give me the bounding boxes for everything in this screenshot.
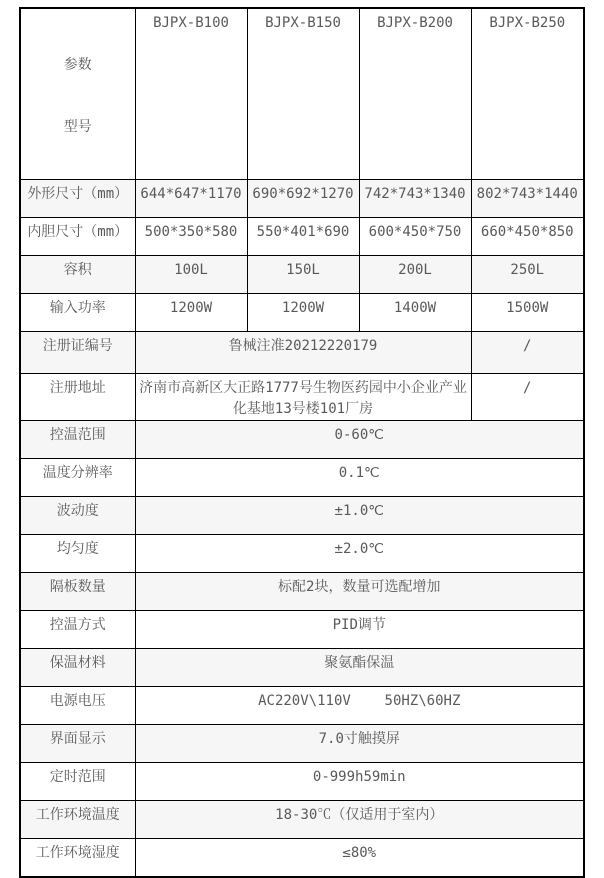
shared-spec-value: ≤80% [135,839,584,877]
slash-value: / [471,374,584,421]
spec-value: 802*743*1440 [471,180,584,218]
shared-spec-row [20,763,584,801]
shared-spec-row [20,801,584,839]
shared-spec-row [20,535,584,573]
model-header: BJPX-B150 [247,8,359,180]
spec-value: 550*401*690 [247,218,359,256]
spec-value: 100L [135,256,247,294]
shared-spec-row [20,649,584,687]
spec-value: 1500W [471,294,584,332]
spec-row [20,180,584,218]
header-row [20,8,584,180]
row-label: 保温材料 [20,649,135,687]
shared-spec-row [20,725,584,763]
spec-row [20,218,584,256]
row-label: 控温方式 [20,611,135,649]
shared-spec-row [20,611,584,649]
row-label: 注册证编号 [20,332,135,374]
spec-value: 1200W [135,294,247,332]
row-label: 内胆尺寸（mm） [20,218,135,256]
registration-row [20,332,584,374]
row-label: 工作环境湿度 [20,839,135,877]
shared-spec-value: 0-60℃ [135,421,584,459]
shared-spec-value: 标配2块，数量可选配增加 [135,573,584,611]
row-label: 界面显示 [20,725,135,763]
spec-value: 150L [247,256,359,294]
row-label: 电源电压 [20,687,135,725]
row-label: 容积 [20,256,135,294]
shared-spec-value: ±1.0℃ [135,497,584,535]
spec-value: 660*450*850 [471,218,584,256]
slash-value: / [471,332,584,374]
shared-spec-value: 7.0寸触摸屏 [135,725,584,763]
shared-spec-value: AC220V\110V 50HZ\60HZ [135,687,584,725]
row-label: 控温范围 [20,421,135,459]
shared-spec-row [20,459,584,497]
spec-value: 1400W [359,294,471,332]
spec-row [20,294,584,332]
spec-value: 1200W [247,294,359,332]
spec-row [20,256,584,294]
row-label: 工作环境温度 [20,801,135,839]
spec-value: 644*647*1170 [135,180,247,218]
product-spec-table [19,7,585,878]
spec-value: 690*692*1270 [247,180,359,218]
corner-label-top: 参数 [63,57,92,73]
registration-address-value: 济南市高新区大正路1777号生物医药园中小企业产业化基地13号楼101厂房 [135,374,471,421]
spec-value: 600*450*750 [359,218,471,256]
row-label: 定时范围 [20,763,135,801]
model-header: BJPX-B100 [135,8,247,180]
row-label: 外形尺寸（mm） [20,180,135,218]
spec-value: 500*350*580 [135,218,247,256]
row-label: 注册地址 [20,374,135,421]
shared-spec-value: 0.1℃ [135,459,584,497]
registration-number-value: 鲁械注准20212220179 [135,332,471,374]
model-header: BJPX-B250 [471,8,584,180]
registration-row [20,374,584,421]
corner-cell [20,8,135,180]
shared-spec-value: PID调节 [135,611,584,649]
shared-spec-row [20,687,584,725]
shared-spec-row [20,497,584,535]
model-header: BJPX-B200 [359,8,471,180]
shared-spec-row [20,839,584,877]
corner-label-bottom: 型号 [63,119,92,135]
row-label: 均匀度 [20,535,135,573]
row-label: 温度分辨率 [20,459,135,497]
shared-spec-value: 0-999h59min [135,763,584,801]
row-label: 波动度 [20,497,135,535]
row-label: 输入功率 [20,294,135,332]
spec-value: 200L [359,256,471,294]
shared-spec-value: 聚氨酯保温 [135,649,584,687]
shared-spec-row [20,573,584,611]
row-label: 隔板数量 [20,573,135,611]
spec-value: 742*743*1340 [359,180,471,218]
shared-spec-value: ±2.0℃ [135,535,584,573]
shared-spec-value: 18-30℃（仅适用于室内） [135,801,584,839]
shared-spec-row [20,421,584,459]
spec-value: 250L [471,256,584,294]
